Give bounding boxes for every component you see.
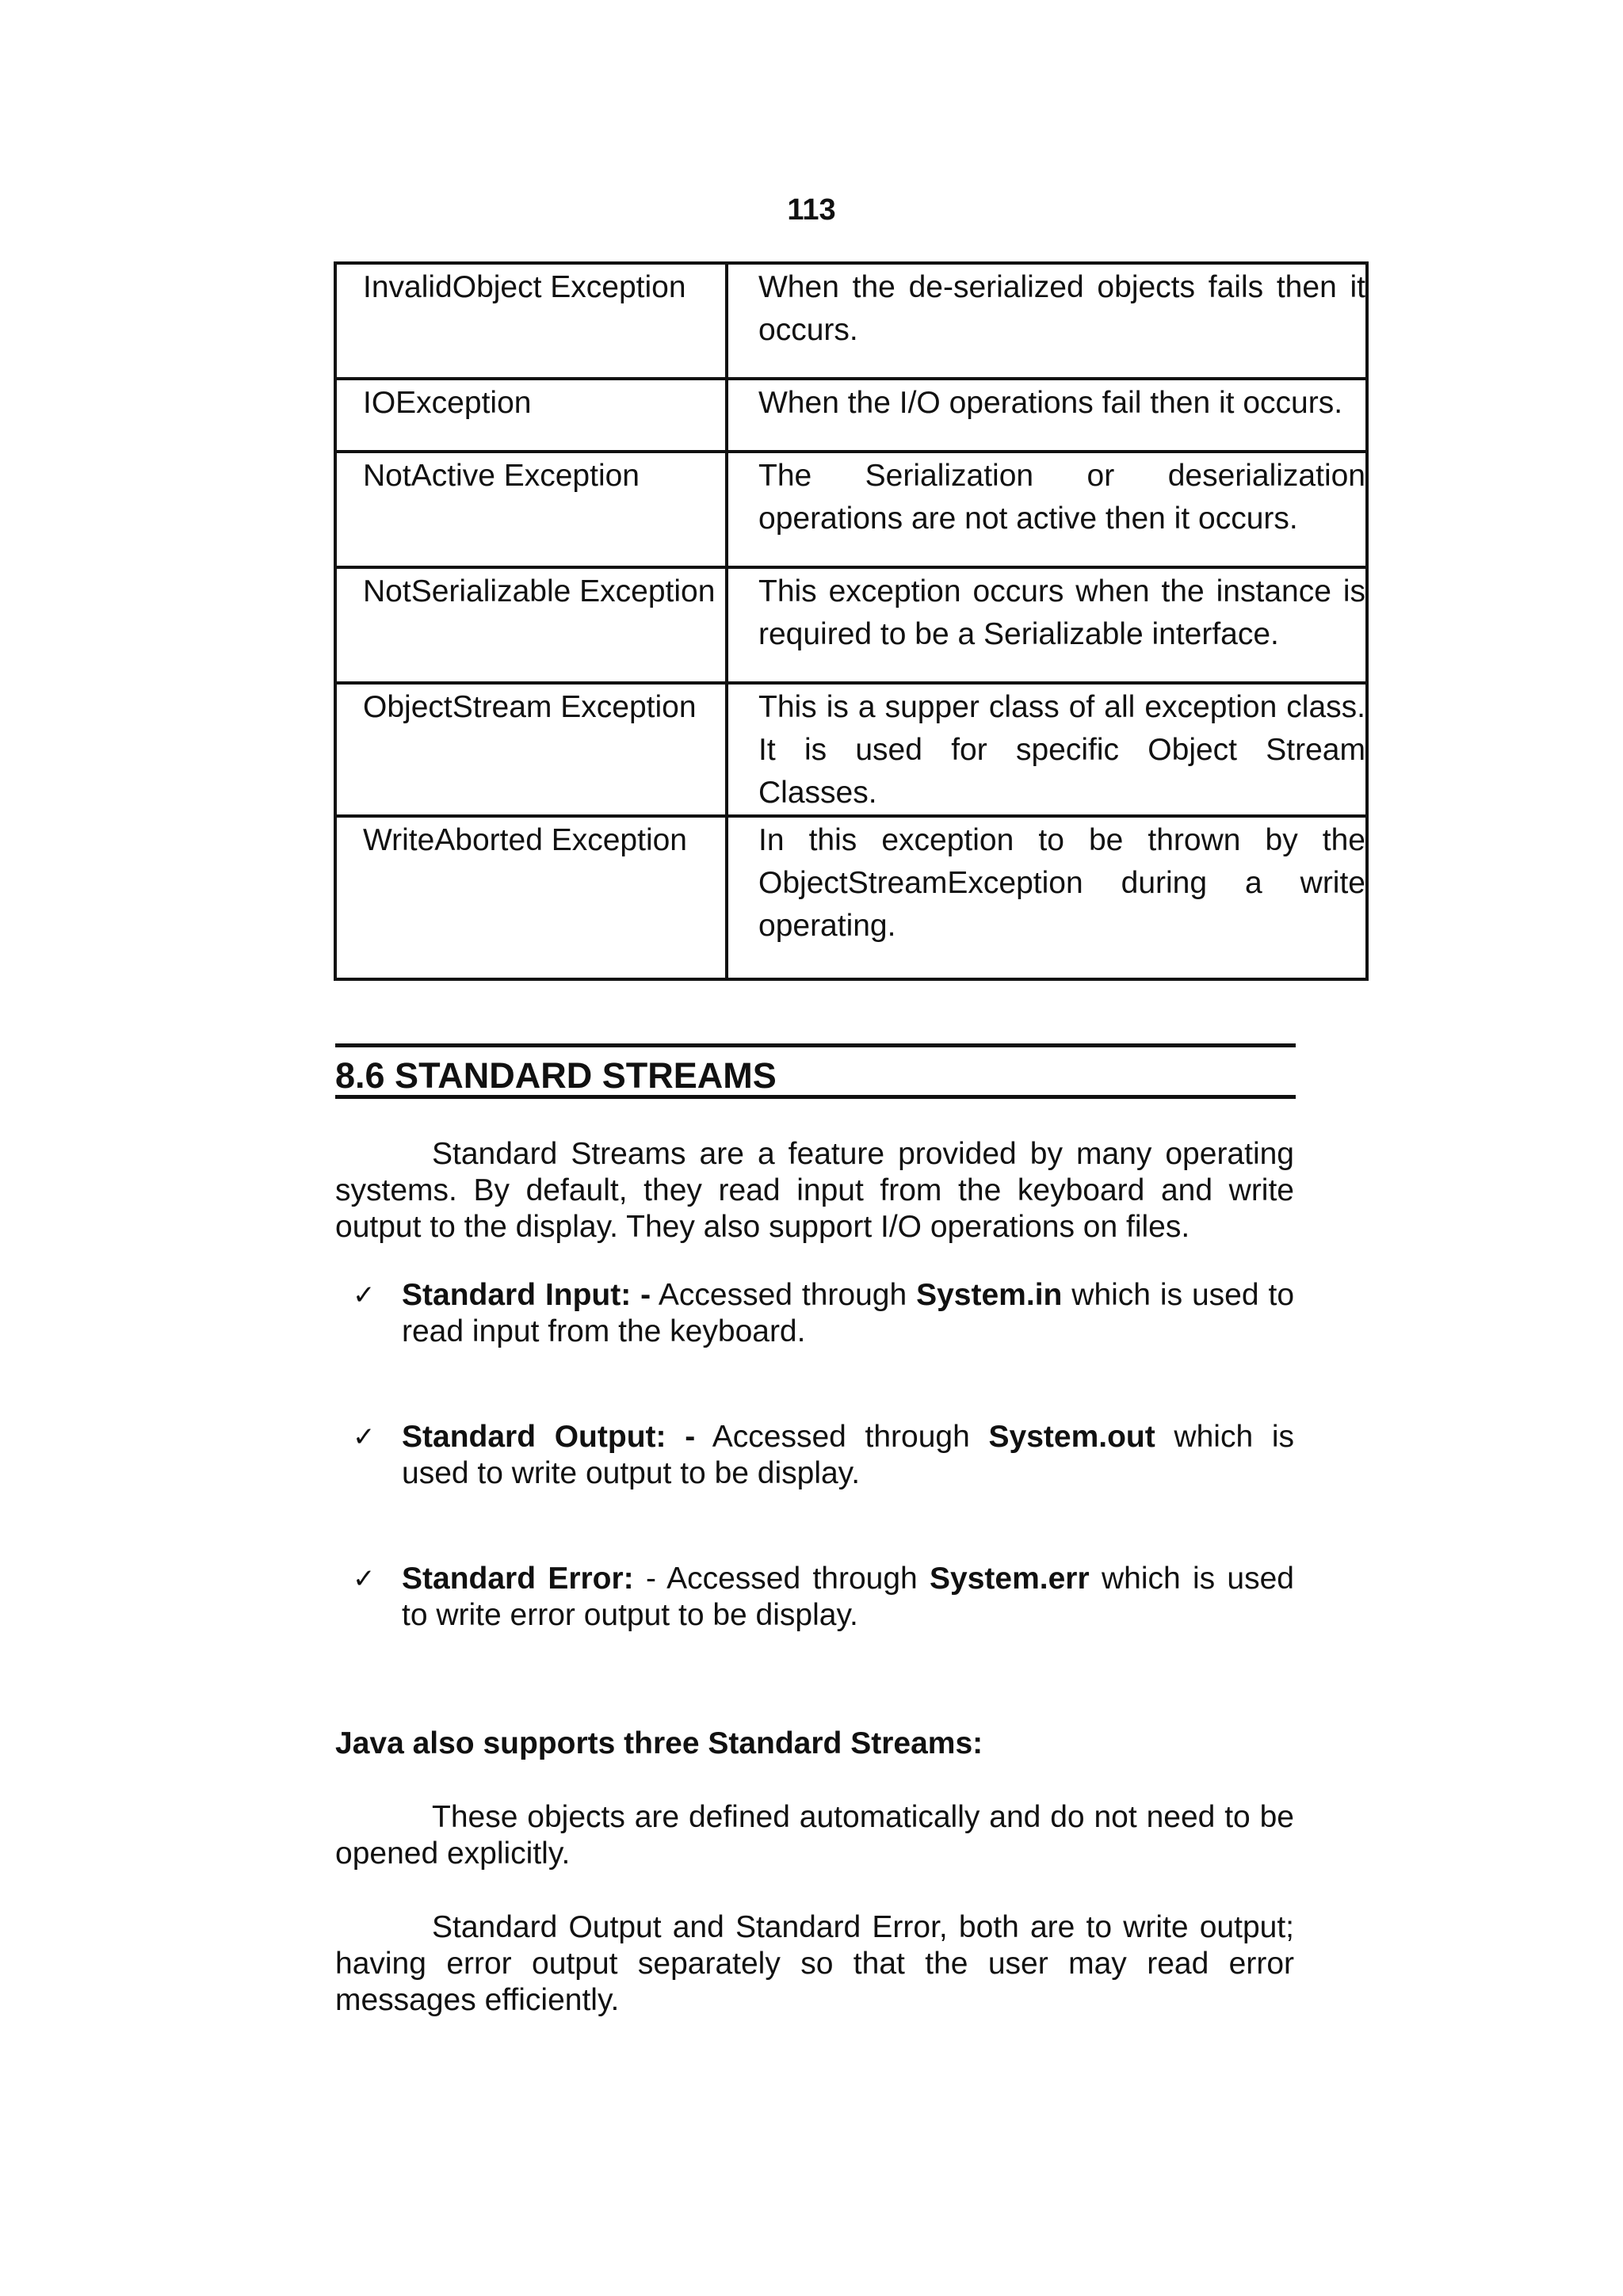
table-row [335, 567, 1367, 683]
bullet-text [402, 1277, 1294, 1350]
exception-name: ObjectStream Exception [335, 683, 727, 816]
paragraph-objects: These objects are defined automatically and do not need to be opened explicitly. [335, 1800, 1294, 1871]
section-heading: 8.6 STANDARD STREAMS [335, 1043, 1296, 1099]
bullet-pre: Accessed through [651, 1278, 917, 1312]
bullet-label: Standard Output: - [402, 1420, 696, 1454]
checkmark-icon: ✓ [353, 1280, 376, 1311]
checkmark-icon: ✓ [353, 1563, 376, 1595]
exception-name: IOException [335, 379, 727, 452]
page-number: 113 [787, 193, 836, 227]
bullet-label: Standard Input: - [402, 1278, 651, 1312]
exception-description: In this exception to be thrown by the ObjectStreamException during a write operating. [727, 816, 1367, 979]
table-row [335, 816, 1367, 979]
subheading: Java also supports three Standard Streams: [335, 1726, 983, 1760]
bullet-pre: - Accessed through [633, 1562, 930, 1596]
checkmark-icon: ✓ [353, 1421, 376, 1453]
bullet-post: which is used to read input from the keyboard. [402, 1278, 1295, 1348]
intro-paragraph: Standard Streams are a feature provided by many operating systems. By default, they read input from the keyboard and write output to the display. They also support I/O operations on files. [335, 1137, 1294, 1244]
table-row [335, 263, 1367, 379]
table-row [335, 683, 1367, 816]
exception-description: This is a supper class of all exception class. It is used for specific Object Stream Classes. [727, 683, 1367, 816]
bullet-text [402, 1561, 1294, 1634]
table-row [335, 452, 1367, 567]
exception-name: NotSerializable Exception [335, 567, 727, 683]
bullet-standard-error [353, 1561, 1294, 1634]
bullet-standard-output [353, 1419, 1294, 1492]
paragraph-output-error: Standard Output and Standard Error, both are to write output; having error output separately so that the user may read error messages efficiently. [335, 1910, 1294, 2017]
exception-description: When the I/O operations fail then it occurs. [727, 379, 1367, 452]
exception-name: WriteAborted Exception [335, 816, 727, 979]
bullet-post: which is used to write error output to be display. [402, 1562, 1294, 1632]
bullet-post: which is used to write output to be display. [402, 1420, 1294, 1490]
bullet-code: System.out [988, 1420, 1155, 1454]
bullet-text [402, 1419, 1294, 1492]
exception-name: InvalidObject Exception [335, 263, 727, 379]
bullet-standard-input [353, 1277, 1294, 1350]
exception-description: This exception occurs when the instance is required to be a Serializable interface. [727, 567, 1367, 683]
exception-description: When the de-serialized objects fails then it occurs. [727, 263, 1367, 379]
exception-name: NotActive Exception [335, 452, 727, 567]
bullet-pre: Accessed through [695, 1420, 989, 1454]
bullet-code: System.in [916, 1278, 1063, 1312]
bullet-label: Standard Error: [402, 1562, 634, 1596]
bullet-code: System.err [930, 1562, 1090, 1596]
table-row [335, 379, 1367, 452]
exception-description: The Serialization or deserialization operations are not active then it occurs. [727, 452, 1367, 567]
exceptions-table [334, 261, 1369, 981]
